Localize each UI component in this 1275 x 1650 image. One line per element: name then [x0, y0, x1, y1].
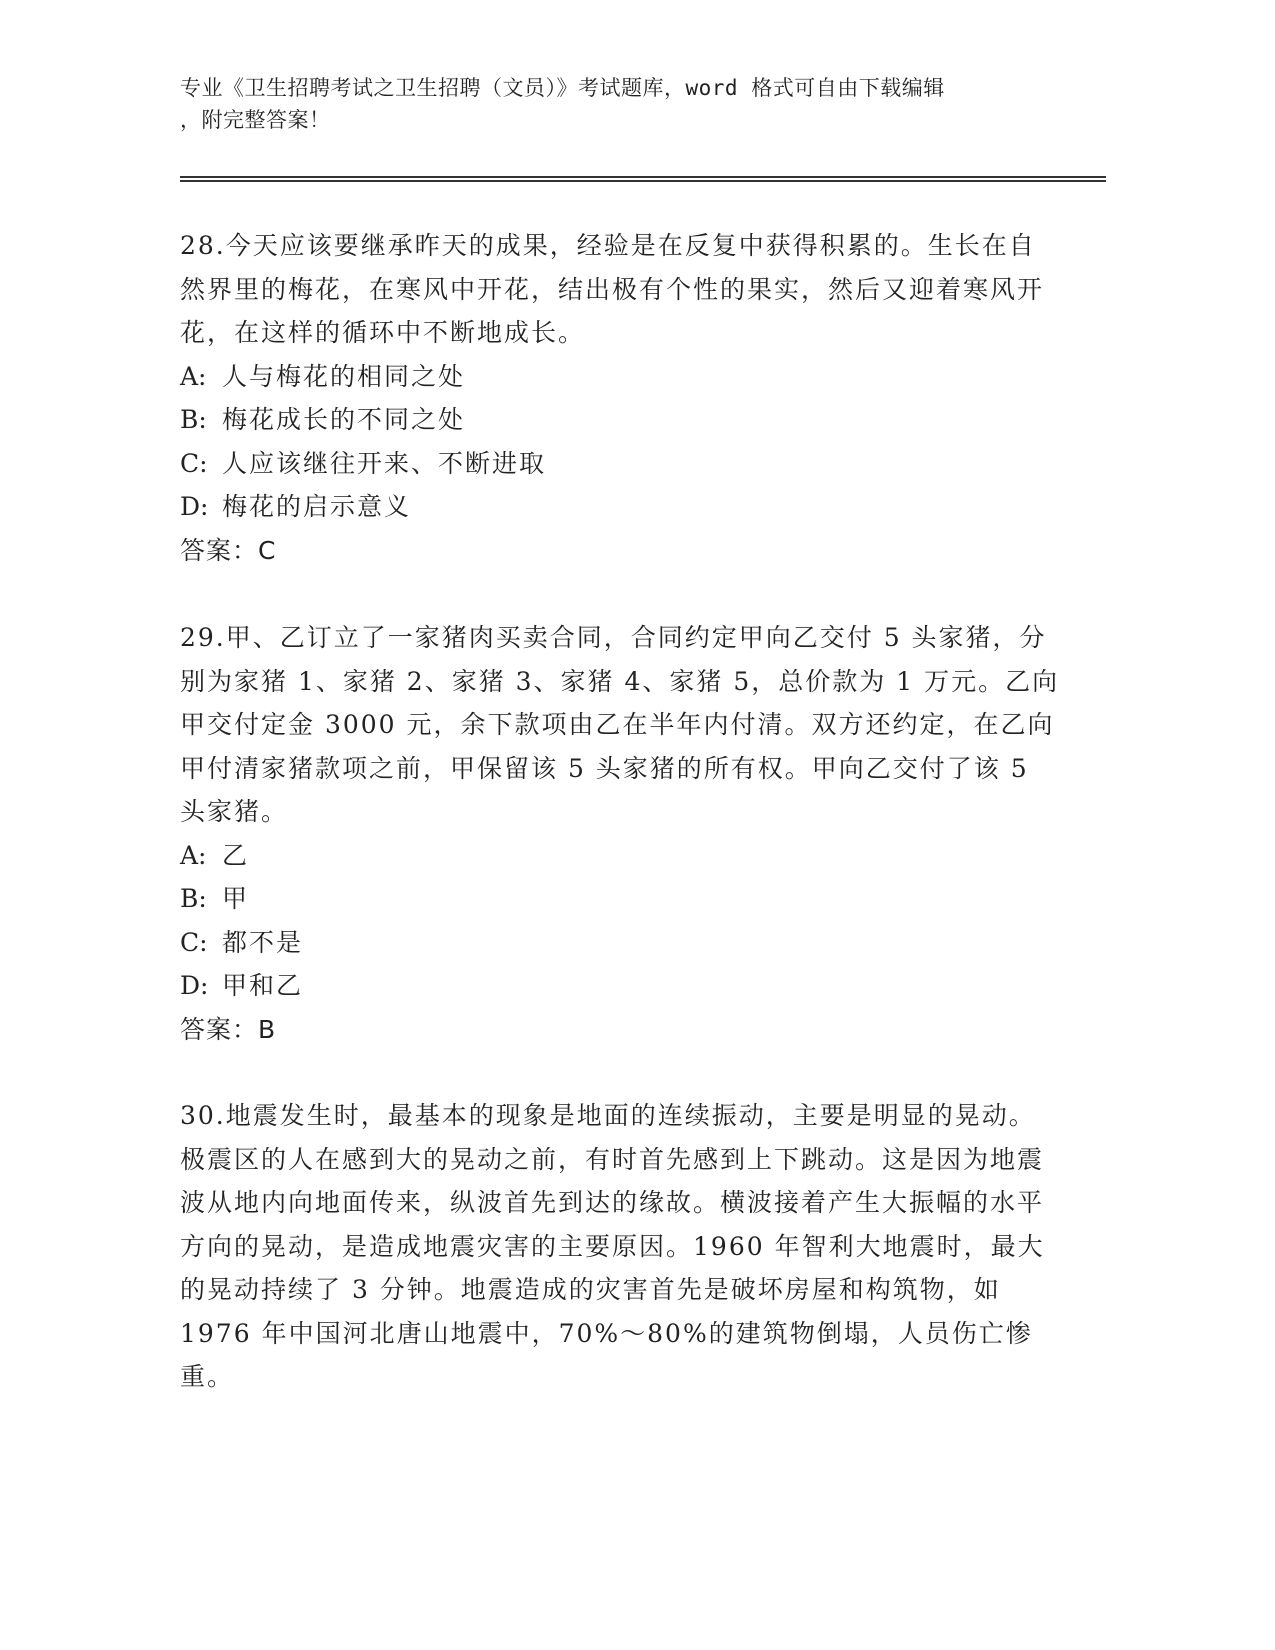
header-line-2: ，附完整答案！ [180, 108, 331, 132]
header-divider [180, 176, 1106, 182]
option-text: 甲和乙 [222, 971, 304, 1000]
option-label: D: [180, 492, 209, 521]
option-text: 人与梅花的相同之处 [222, 361, 466, 391]
option-label: D: [180, 971, 209, 1000]
option-a [180, 834, 1060, 878]
option-b [180, 877, 1060, 921]
question-stem: 28.今天应该要继承昨天的成果，经验是在反复中获得积累的。生长在自然界里的梅花，在寒风中开花，结出极有个性的果实，然后又迎着寒风开花，在这样的循环中不断地成长。 [180, 231, 1045, 347]
option-b [180, 398, 1060, 442]
question-29 [180, 616, 1060, 1051]
header-line-1: 专业《卫生招聘考试之卫生招聘（文员）》考试题库，word 格式可自由下载编辑 [180, 76, 945, 100]
option-text: 梅花成长的不同之处 [222, 405, 466, 434]
option-label: C: [180, 448, 208, 478]
option-text: 人应该继往开来、不断进取 [222, 448, 547, 478]
option-c [180, 442, 1060, 486]
answer-line: 答案：B [180, 1014, 277, 1044]
option-text: 甲 [222, 884, 250, 913]
option-d [180, 485, 1060, 529]
document-header [180, 72, 1040, 136]
option-c [180, 921, 1060, 965]
option-label: B: [180, 884, 207, 913]
option-label: A: [180, 840, 207, 870]
option-text: 都不是 [222, 927, 304, 957]
option-text: 乙 [222, 840, 250, 870]
option-label: A: [180, 361, 207, 391]
option-label: B: [180, 405, 207, 434]
answer-line: 答案：C [180, 535, 277, 565]
option-d [180, 964, 1060, 1008]
option-a [180, 355, 1060, 399]
question-28 [180, 224, 1060, 572]
option-text: 梅花的启示意义 [222, 492, 412, 521]
question-30 [180, 1094, 1060, 1399]
question-stem: 29.甲、乙订立了一家猪肉买卖合同，合同约定甲向乙交付 5 头家猪，分别为家猪 1、家猪 2、家猪 3、家猪 4、家猪 5，总价款为 1 万元。乙向甲交付定金 3000 元，余下款项由乙在半年内付清。双方还约定，在乙向甲付清家猪款项之前，甲保留该 5 头家猪的所有权。甲向乙交付了该 5 头家猪。 [180, 623, 1060, 826]
question-stem: 30.地震发生时，最基本的现象是地面的连续振动，主要是明显的晃动。极震区的人在感到大的晃动之前，有时首先感到上下跳动。这是因为地震波从地内向地面传来，纵波首先到达的缘故。横波接着产生大振幅的水平方向的晃动，是造成地震灾害的主要原因。1960 年智利大地震时，最大的晃动持续了 3 分钟。地震造成的灾害首先是破坏房屋和构筑物，如 1976 年中国河北唐山地震中，70%～80%的建筑物倒塌，人员伤亡惨重。 [180, 1101, 1045, 1391]
option-label: C: [180, 927, 208, 957]
